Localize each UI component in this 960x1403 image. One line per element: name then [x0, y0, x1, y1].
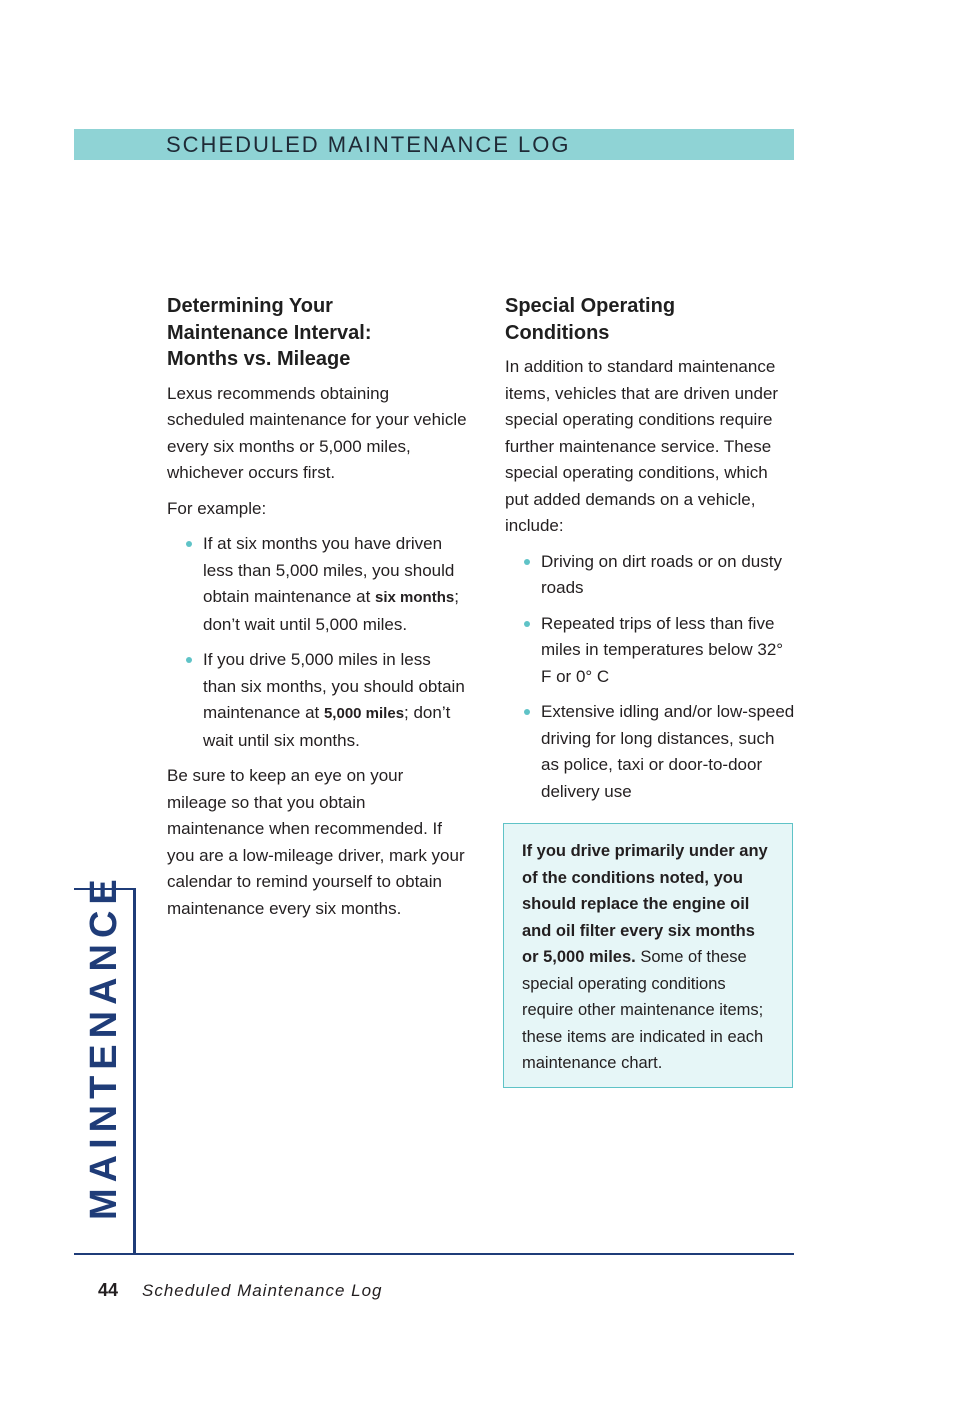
side-tab-vertical-rule — [133, 889, 136, 1255]
bullet-icon — [524, 559, 530, 565]
bullet-icon — [524, 621, 530, 627]
right-heading-line2: Conditions — [505, 321, 610, 344]
section-header-band — [74, 129, 794, 160]
footer-rule — [74, 1253, 794, 1255]
left-heading-line1: Determining Your — [167, 295, 333, 317]
footer-title: Scheduled Maintenance Log — [142, 1281, 383, 1300]
note-callout-box — [503, 823, 793, 1088]
bullet-icon — [524, 709, 530, 715]
left-heading — [167, 293, 467, 373]
right-heading-line1: Special Operating — [505, 295, 676, 317]
section-header-title: SCHEDULED MAINTENANCE LOG — [166, 132, 571, 157]
left-column — [167, 293, 467, 931]
callout-body-text: Some of these special operating conditions require other maintenance items; these items are indicated in each maintenance chart. — [522, 948, 764, 1072]
page-number: 44 — [98, 1280, 119, 1300]
section-side-tab: MAINTENANCE — [83, 873, 125, 1220]
left-intro-paragraph: Lexus recommends obtaining scheduled maintenance for your vehicle every six months or 5,000 miles, whichever occurs first. — [167, 383, 467, 482]
left-heading-line2: Maintenance Interval: — [167, 321, 372, 344]
list-item: Driving on dirt roads or on dusty roads — [541, 549, 795, 602]
left-closing-paragraph: Be sure to keep an eye on your mileage so that you obtain maintenance when recommended. If you are a low-mileage driver, mark your calendar to remind yourself to obtain maintenance every six months. — [167, 766, 465, 918]
bullet-icon — [186, 541, 192, 547]
right-intro-paragraph: In addition to standard maintenance items, vehicles that are driven under special operating conditions require further maintenance service. These special operating conditions, which put added demands on a vehicle, include: — [505, 357, 779, 535]
right-column — [505, 293, 795, 814]
list-item: If you drive 5,000 miles in less than six months, you should obtain maintenance at 5,000 miles; don’t wait until six months. — [203, 647, 467, 754]
example-label: For example: — [167, 498, 267, 518]
left-bullet-list — [167, 531, 467, 754]
callout-text — [522, 838, 774, 1077]
right-heading — [505, 293, 795, 346]
right-bullet-list — [505, 549, 795, 806]
list-item: Repeated trips of less than five miles in temperatures below 32° F or 0° C — [541, 611, 795, 691]
list-item: Extensive idling and/or low-speed driving for long distances, such as police, taxi or door-to-door delivery use — [541, 699, 795, 805]
bullet-icon — [186, 657, 192, 663]
callout-bold-text: If you drive primarily under any of the conditions noted, you should replace the engine oil and oil filter every six months or 5,000 miles. — [522, 842, 768, 966]
list-item: If at six months you have driven less than 5,000 miles, you should obtain maintenance at six months; don’t wait until 5,000 miles. — [203, 531, 467, 638]
left-heading-line3: Months vs. Mileage — [167, 348, 351, 370]
